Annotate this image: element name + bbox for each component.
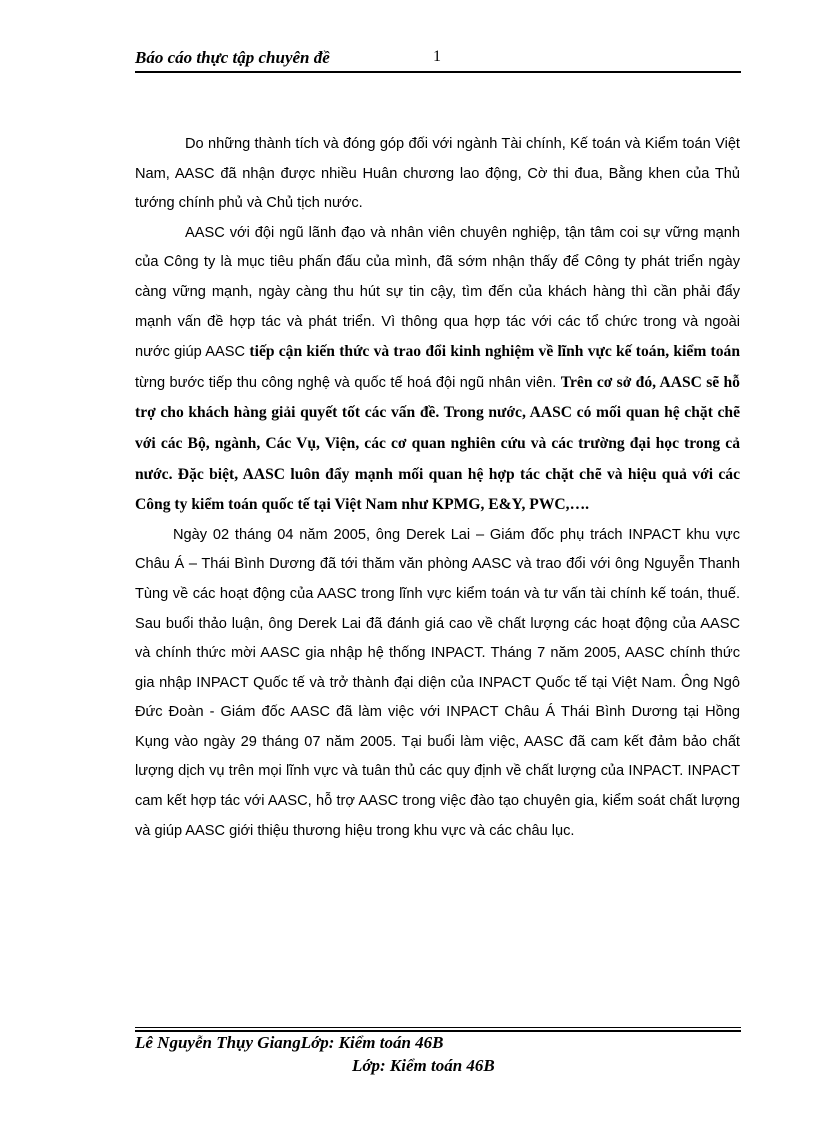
document-body <box>135 130 740 846</box>
paragraph-2-bold-1: tiếp cận kiến thức và trao đổi kinh nghiệm về lĩnh vực kế toán, kiểm toán <box>249 343 740 361</box>
footer-divider-thick <box>135 1030 741 1032</box>
paragraph-2-bold-2: Trên cơ sở đó, AASC sẽ hỗ trợ cho khách hàng giải quyết tốt các vấn đề. Trong nước, AASC có mối quan hệ chặt chẽ với các Bộ, ngành, Các Vụ, Viện, các cơ quan nghiên cứu và các trường đại học trong cả nước. Đặc biệt, AASC luôn đẩy mạnh mối quan hệ hợp tác chặt chẽ và hiệu quả với các Công ty kiểm toán quốc tế tại Việt Nam như KPMG, E&Y, PWC,…. <box>135 373 740 514</box>
paragraph-2-part-2: từng bước tiếp thu công nghệ và quốc tế hoá đội ngũ nhân viên. <box>135 374 561 391</box>
page-header <box>135 46 741 74</box>
footer-class: Lớp: Kiểm toán 46B <box>352 1056 495 1075</box>
paragraph-2-part-1: AASC với đội ngũ lãnh đạo và nhân viên chuyên nghiệp, tận tâm coi sự vững mạnh của Công ty là mục tiêu phấn đấu của mình, đã sớm nhận thấy để Công ty phát triển ngày càng vững mạnh, ngày càng thu hút sự tin cậy, tìm đến của khách hàng thì cần phải đẩy mạnh vấn đề hợp tác và phát triển. Vì thông qua hợp tác với các tổ chức trong và ngoài nước giúp AASC <box>135 224 740 361</box>
paragraph-2 <box>135 219 740 521</box>
header-title: Báo cáo thực tập chuyên đề <box>135 48 330 67</box>
page-number: 1 <box>433 48 441 65</box>
footer-author: Lê Nguyễn Thụy GiangLớp: Kiểm toán 46B <box>135 1033 444 1052</box>
paragraph-3: Ngày 02 tháng 04 năm 2005, ông Derek Lai – Giám đốc phụ trách INPACT khu vực Châu Á – Thái Bình Dương đã tới thăm văn phòng AASC và trao đổi với ông Nguyễn Thanh Tùng về các hoạt động của AASC trong lĩnh vực kiểm toán và tư vấn tài chính kế toán, thuế. Sau buổi thảo luận, ông Derek Lai đã đánh giá cao về chất lượng các hoạt động của AASC và chính thức mời AASC gia nhập hệ thống INPACT. Tháng 7 năm 2005, AASC chính thức gia nhập INPACT Quốc tế và trở thành đại diện của INPACT Quốc tế tại Việt Nam. Ông Ngô Đức Đoàn - Giám đốc AASC đã làm việc với INPACT Châu Á Thái Bình Dương tại Hồng Kụng vào ngày 29 tháng 07 năm 2005. Tại buổi làm việc, AASC đã cam kết đảm bảo chất lượng dịch vụ trên mọi lĩnh vực và tuân thủ các quy định về chất lượng của INPACT. INPACT cam kết hợp tác với AASC, hỗ trợ AASC trong việc đào tạo chuyên gia, kiểm soát chất lượng và giúp AASC giới thiệu thương hiệu trong khu vực và các châu lục. <box>135 526 740 839</box>
header-divider <box>135 71 741 73</box>
paragraph-1: Do những thành tích và đóng góp đối với ngành Tài chính, Kế toán và Kiểm toán Việt Nam, AASC đã nhận được nhiều Huân chương lao động, Cờ thi đua, Bằng khen của Thủ tướng chính phủ và Chủ tịch nước. <box>135 136 740 212</box>
footer-divider-thin <box>135 1027 741 1028</box>
